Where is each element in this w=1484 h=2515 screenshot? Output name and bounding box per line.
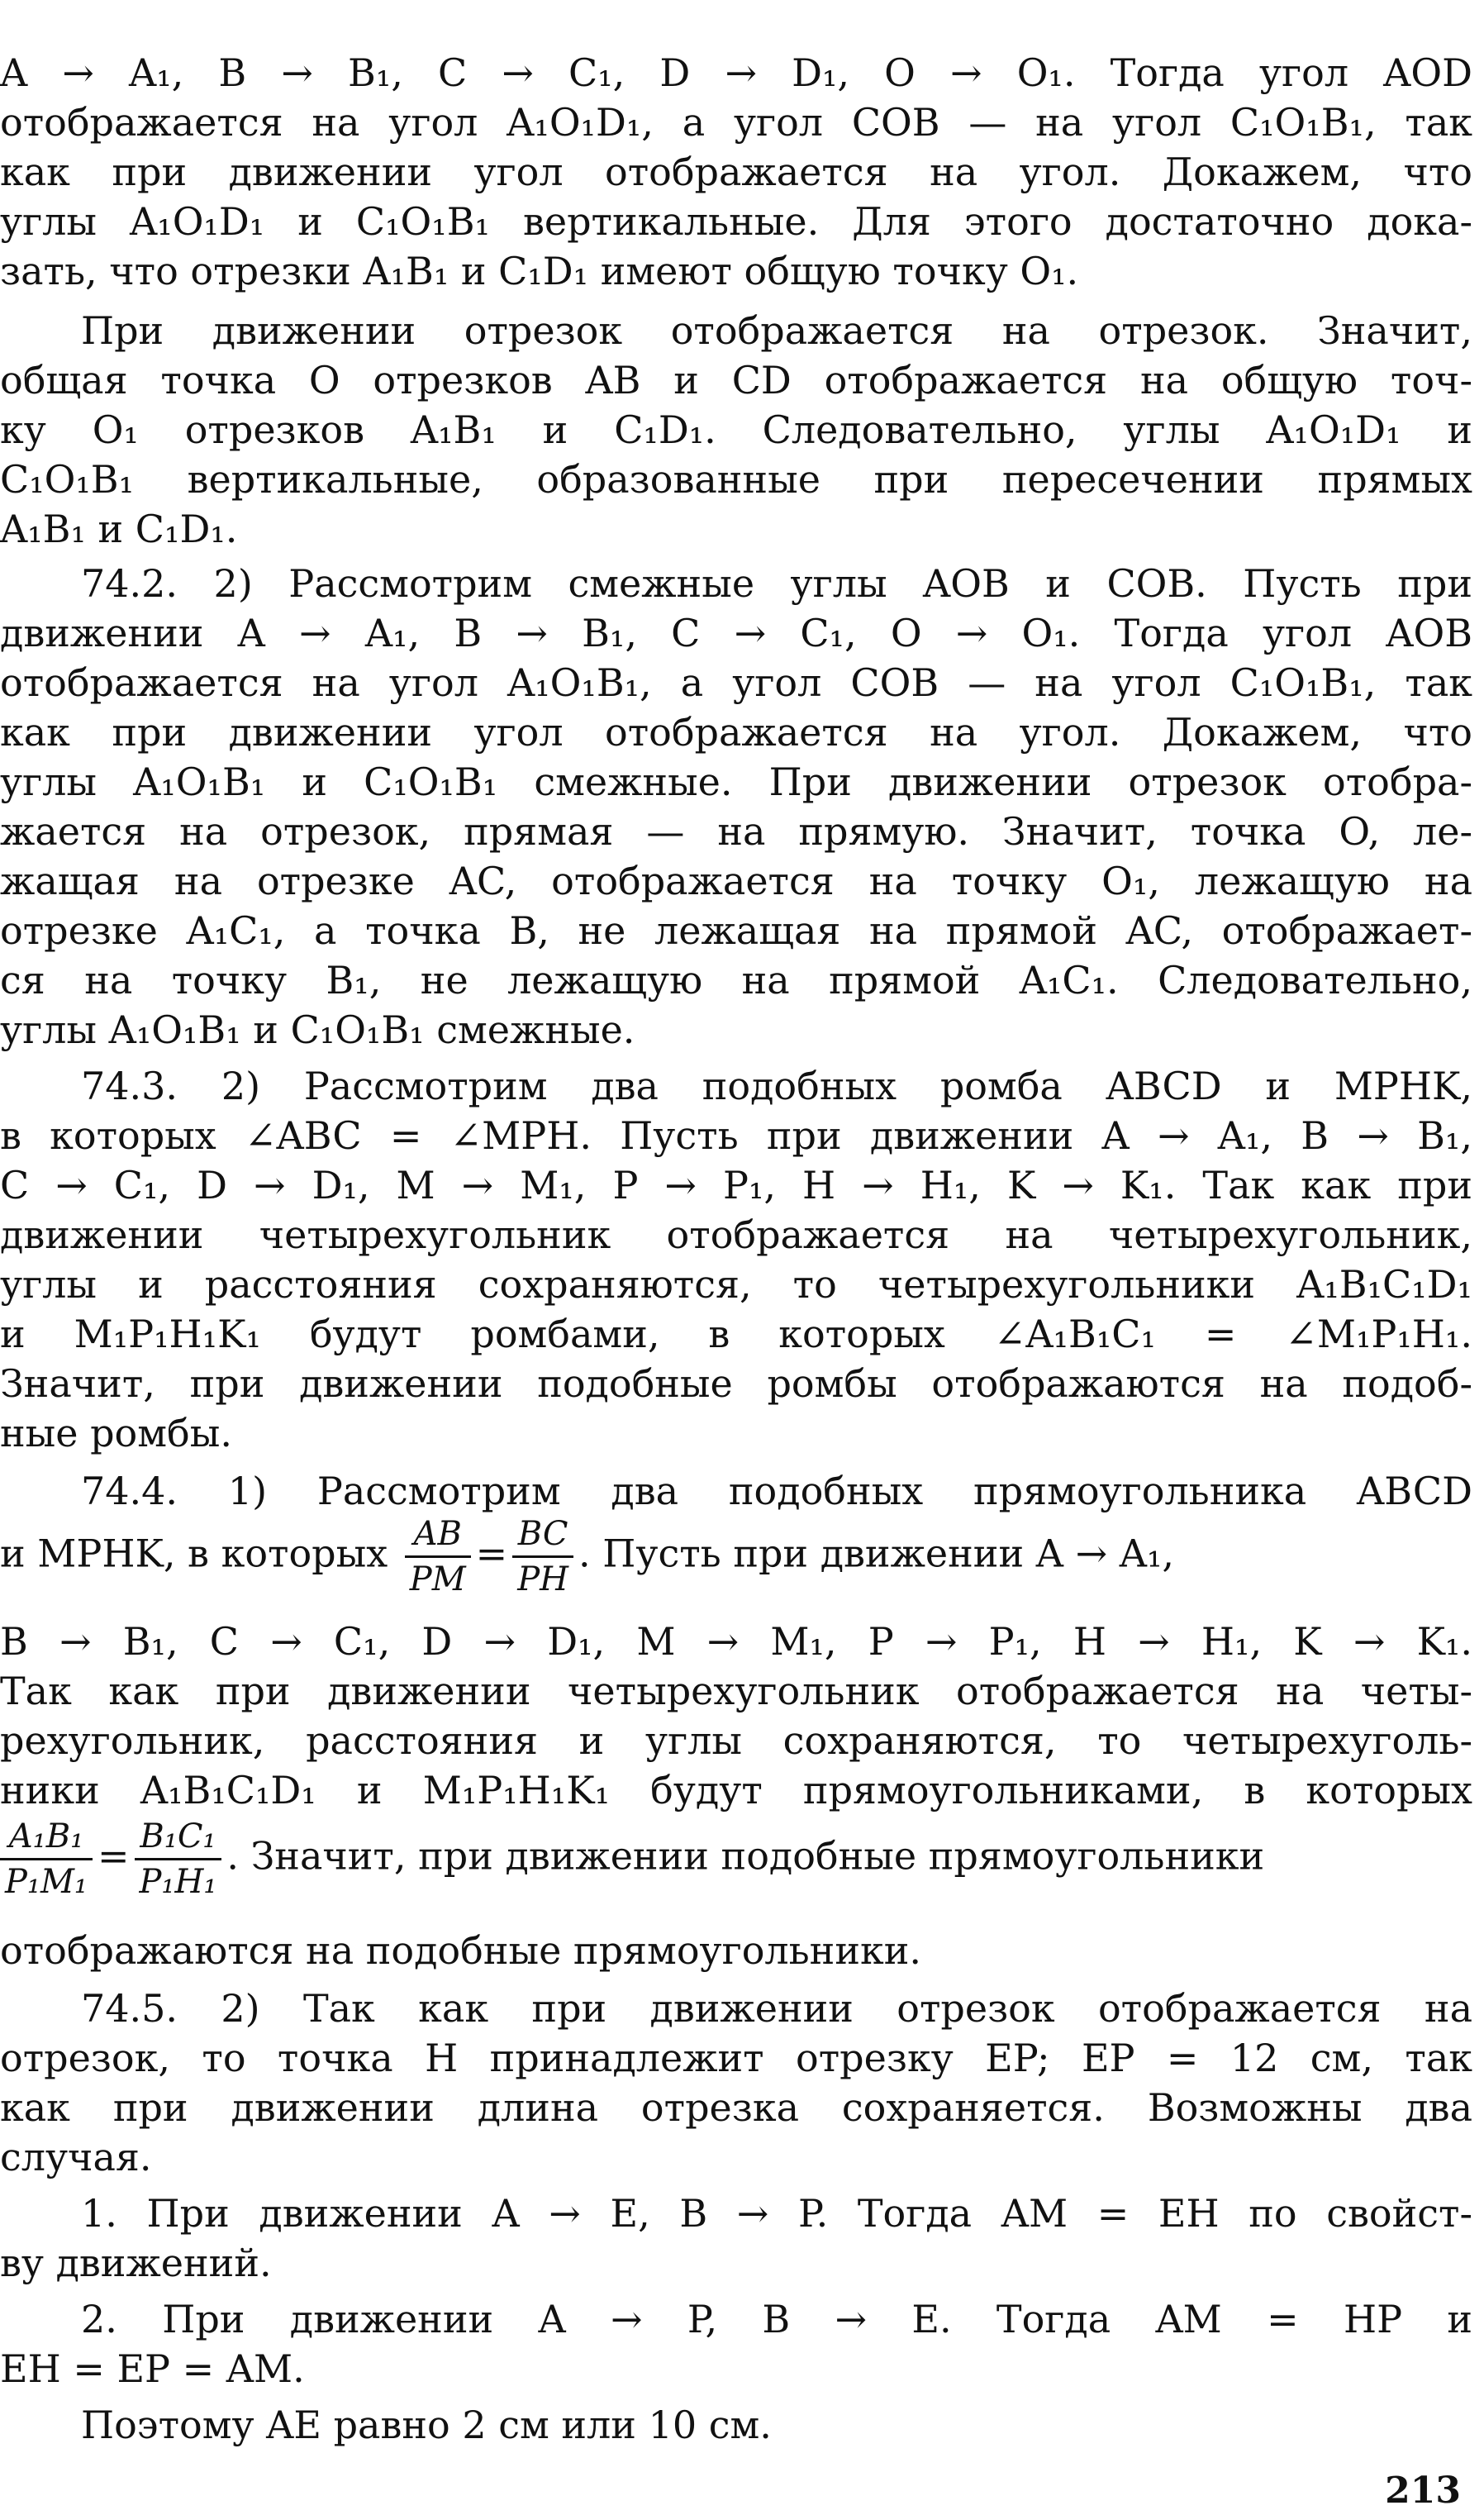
fraction-b1c1-p1h1 [135, 1815, 222, 1903]
text-line: углы A₁O₁B₁ и C₁O₁B₁ смежные. При движении отрезок отобра- [0, 760, 1472, 804]
text-line: как при движении угол отображается на угол. Докажем, что [0, 710, 1472, 755]
text-line: ные ромбы. [0, 1411, 232, 1455]
text-line: Значит, при движении подобные ромбы отображаются на подоб- [0, 1361, 1472, 1406]
text-line: A₁B₁ и C₁D₁. [0, 507, 238, 551]
problem-74-2-heading: 74.2. 2) Рассмотрим смежные углы AOB и COB. Пусть при [81, 561, 1472, 606]
fraction-line: и MPHK, в которых $\frac{AB}{PM}$ = $\frac{BC}{PH}$ . Пусть при движении A → A₁, [0, 1512, 1472, 1612]
numerator: B₁C₁ [135, 1815, 222, 1860]
text-line: как при движении угол отображается на угол. Докажем, что [0, 150, 1472, 194]
text-line: жащая на отрезке AC, отображается на точку O₁, лежащую на [0, 859, 1472, 903]
denominator: PM [409, 1560, 466, 1598]
problem-74-3-heading: 74.3. 2) Рассмотрим два подобных ромба ABCD и MPHK, [81, 1064, 1472, 1108]
text-line: C → C₁, D → D₁, M → M₁, P → P₁, H → H₁, K → K₁. Так как при [0, 1163, 1472, 1207]
text-line: отображается на угол A₁O₁D₁, а угол COB — на угол C₁O₁B₁, так [0, 100, 1472, 145]
text-line: движении A → A₁, B → B₁, C → C₁, O → O₁. Тогда угол AOB [0, 611, 1472, 655]
text-line: и M₁P₁H₁K₁ будут ромбами, в которых ∠A₁B₁C₁ = ∠M₁P₁H₁. [0, 1312, 1472, 1356]
denominator: P₁H₁ [139, 1863, 217, 1901]
fraction-a1b1-p1m1 [0, 1815, 93, 1903]
text-fragment: . Пусть при движении A → A₁, [578, 1531, 1175, 1576]
text-line: ники A₁B₁C₁D₁ и M₁P₁H₁K₁ будут прямоугольниками, в которых [0, 1768, 1472, 1812]
text-line: отображается на угол A₁O₁B₁, а угол COB — на угол C₁O₁B₁, так [0, 660, 1472, 705]
text-line: общая точка O отрезков AB и CD отображается на общую точ- [0, 358, 1472, 402]
problem-74-5-heading: 74.5. 2) Так как при движении отрезок отображается на [81, 1986, 1472, 2031]
text-line: рехугольник, расстояния и углы сохраняются, то четырехуголь- [0, 1718, 1472, 1763]
text-line: углы A₁O₁B₁ и C₁O₁B₁ смежные. [0, 1007, 635, 1052]
numerator: AB [405, 1512, 471, 1558]
text-line: случая. [0, 2135, 152, 2179]
case-2: 2. При движении A → P, B → E. Тогда AM = HP и [81, 2297, 1472, 2341]
text-line: ву движений. [0, 2241, 272, 2285]
text-line: ся на точку B₁, не лежащую на прямой A₁C₁. Следовательно, [0, 958, 1472, 1003]
fraction-ab-pm [405, 1512, 471, 1601]
text-line: B → B₁, C → C₁, D → D₁, M → M₁, P → P₁, H → H₁, K → K₁. [0, 1619, 1472, 1664]
text-line: жается на отрезок, прямая — на прямую. Значит, точка O, ле- [0, 809, 1472, 854]
conclusion: Поэтому AE равно 2 см или 10 см. [81, 2403, 772, 2447]
problem-74-4-heading: 74.4. 1) Рассмотрим два подобных прямоугольника ABCD [81, 1469, 1472, 1513]
text-line: в которых ∠ABC = ∠MPH. Пусть при движении A → A₁, B → B₁, [0, 1113, 1472, 1158]
denominator: PH [517, 1560, 569, 1598]
text-line: углы и расстояния сохраняются, то четырехугольники A₁B₁C₁D₁ [0, 1262, 1472, 1307]
text-line: отображаются на подобные прямоугольники. [0, 1928, 922, 1973]
text-line: EH = EP = AM. [0, 2346, 305, 2391]
numerator: A₁B₁ [0, 1815, 93, 1860]
text-line: зать, что отрезки A₁B₁ и C₁D₁ имеют общую точку O₁. [0, 249, 1079, 293]
paragraph-start: При движении отрезок отображается на отрезок. Значит, [81, 308, 1472, 353]
text-line: как при движении длина отрезка сохраняется. Возможны два [0, 2085, 1472, 2130]
text-fragment: и MPHK, в которых [0, 1531, 388, 1576]
text-line: отрезок, то точка H принадлежит отрезку EP; EP = 12 см, так [0, 2036, 1472, 2080]
text-line: A → A₁, B → B₁, C → C₁, D → D₁, O → O₁. Тогда угол AOD [0, 50, 1472, 95]
text-line: C₁O₁B₁ вертикальные, образованные при пересечении прямых [0, 457, 1472, 502]
fraction-bc-ph [512, 1512, 573, 1601]
fraction-line: $\frac{\text{A₁B₁}}{\text{P₁M₁}}$ = $\frac{\text{B₁C₁}}{\text{P₁H₁}}$ . Значит, при движении подобные прямоугольники [0, 1815, 1472, 1914]
numerator: BC [512, 1512, 573, 1558]
text-line: движении четырехугольник отображается на четырехугольник, [0, 1212, 1472, 1257]
text-line: углы A₁O₁D₁ и C₁O₁B₁ вертикальные. Для этого достаточно дока- [0, 199, 1472, 244]
text-line: Так как при движении четырехугольник отображается на четы- [0, 1669, 1472, 1713]
text-line: отрезке A₁C₁, а точка B, не лежащая на прямой AC, отображает- [0, 908, 1472, 953]
text-fragment: . Значит, при движении подобные прямоугольники [226, 1833, 1265, 1879]
page-number: 213 [1385, 2470, 1461, 2512]
text-line: ку O₁ отрезков A₁B₁ и C₁D₁. Следовательно, углы A₁O₁D₁ и [0, 407, 1472, 452]
case-1: 1. При движении A → E, B → P. Тогда AM = EH по свойст- [81, 2191, 1472, 2236]
denominator: P₁M₁ [5, 1863, 88, 1901]
